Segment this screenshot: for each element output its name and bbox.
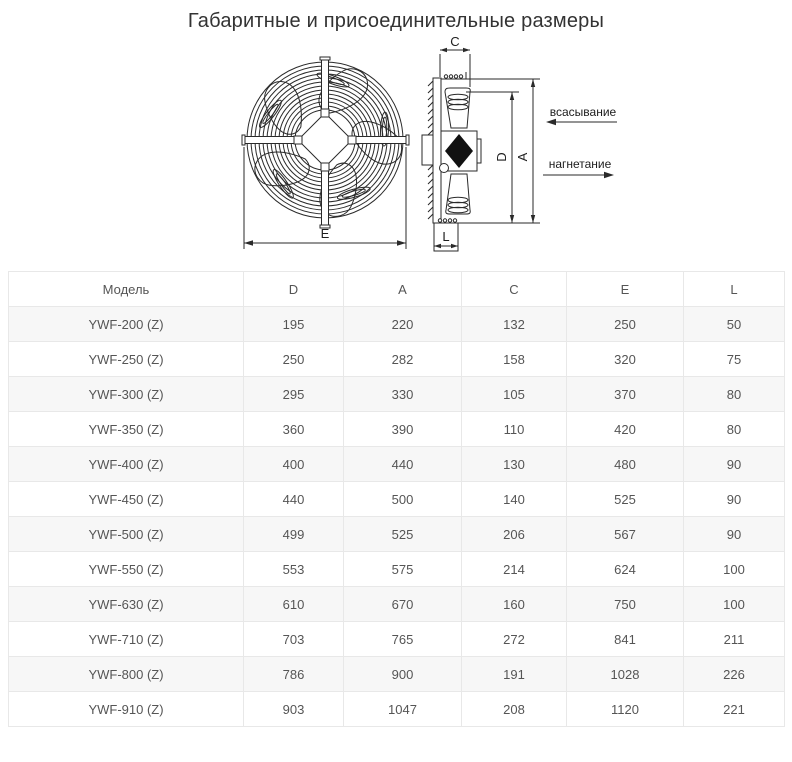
table-cell: 480 (567, 447, 684, 482)
table-cell: 400 (244, 447, 344, 482)
table-row (9, 342, 785, 377)
table-row (9, 517, 785, 552)
table-cell: 575 (344, 552, 462, 587)
table-cell: 624 (567, 552, 684, 587)
table-cell: 1047 (344, 692, 462, 727)
mounting-plate (433, 78, 441, 223)
table-cell: 272 (462, 622, 567, 657)
table-row (9, 482, 785, 517)
table-cell: 214 (462, 552, 567, 587)
hub-diamond (298, 113, 352, 167)
table-cell: 100 (684, 587, 785, 622)
table-cell: 90 (684, 447, 785, 482)
table-cell: 160 (462, 587, 567, 622)
table-cell: 903 (244, 692, 344, 727)
table-cell: 132 (462, 307, 567, 342)
table-cell: 1120 (567, 692, 684, 727)
table-cell: 440 (244, 482, 344, 517)
table-cell: 195 (244, 307, 344, 342)
table-row (9, 552, 785, 587)
table-cell: 750 (567, 587, 684, 622)
column-header-model: Модель (9, 272, 244, 307)
table-cell: YWF-200 (Z) (9, 307, 244, 342)
table-cell: 900 (344, 657, 462, 692)
table-cell: YWF-630 (Z) (9, 587, 244, 622)
table-cell: 370 (567, 377, 684, 412)
fan-front-view (242, 57, 409, 249)
fan-side-view (422, 35, 617, 251)
table-cell: 80 (684, 412, 785, 447)
table-row (9, 307, 785, 342)
table-row (9, 412, 785, 447)
table-cell: 90 (684, 482, 785, 517)
table-cell: 525 (567, 482, 684, 517)
table-cell: 80 (684, 377, 785, 412)
suction-arrow (546, 105, 617, 125)
table-cell: 670 (344, 587, 462, 622)
table-cell: YWF-400 (Z) (9, 447, 244, 482)
table-cell: 250 (567, 307, 684, 342)
table-cell: 765 (344, 622, 462, 657)
dimension-label-a: A (515, 152, 530, 162)
table-cell: 841 (567, 622, 684, 657)
table-cell: 786 (244, 657, 344, 692)
table-cell: 567 (567, 517, 684, 552)
table-cell: YWF-550 (Z) (9, 552, 244, 587)
table-cell: 1028 (567, 657, 684, 692)
motor (422, 131, 481, 173)
table-row (9, 657, 785, 692)
table-cell: 553 (244, 552, 344, 587)
table-cell: 420 (567, 412, 684, 447)
table-cell: YWF-710 (Z) (9, 622, 244, 657)
table-cell: 211 (684, 622, 785, 657)
table-cell: 499 (244, 517, 344, 552)
dimension-label-d: D (494, 152, 509, 162)
dimensions-table (8, 271, 785, 727)
table-header-row (9, 272, 785, 307)
blade-profile-top (445, 88, 470, 128)
table-cell: 282 (344, 342, 462, 377)
table-cell: 320 (567, 342, 684, 377)
table-cell: 110 (462, 412, 567, 447)
column-header-a: A (344, 272, 462, 307)
table-cell: 330 (344, 377, 462, 412)
fan-dimensions-drawing (0, 35, 792, 265)
table-row (9, 447, 785, 482)
table-row (9, 377, 785, 412)
table-cell: 208 (462, 692, 567, 727)
discharge-label: нагнетание (548, 157, 612, 171)
table-cell: 295 (244, 377, 344, 412)
dimension-label-l: L (442, 229, 450, 244)
table-cell: 90 (684, 517, 785, 552)
fan-drawing-svg (0, 35, 792, 265)
column-header-e: E (567, 272, 684, 307)
column-header-d: D (244, 272, 344, 307)
table-row (9, 587, 785, 622)
table-cell: 220 (344, 307, 462, 342)
blade-profile-bottom (446, 174, 471, 214)
table-cell: 50 (684, 307, 785, 342)
table-cell: 360 (244, 412, 344, 447)
table-cell: YWF-300 (Z) (9, 377, 244, 412)
discharge-arrow (543, 157, 614, 178)
table-cell: 130 (462, 447, 567, 482)
table-cell: YWF-350 (Z) (9, 412, 244, 447)
column-header-c: C (462, 272, 567, 307)
suction-label: всасывание (549, 105, 617, 119)
table-cell: YWF-450 (Z) (9, 482, 244, 517)
table-cell: 703 (244, 622, 344, 657)
table-cell: 525 (344, 517, 462, 552)
table-cell: 158 (462, 342, 567, 377)
table-cell: YWF-800 (Z) (9, 657, 244, 692)
table-row (9, 622, 785, 657)
table-cell: 610 (244, 587, 344, 622)
table-cell: 206 (462, 517, 567, 552)
table-cell: 221 (684, 692, 785, 727)
table-row (9, 692, 785, 727)
dimension-a (515, 79, 535, 223)
table-cell: 191 (462, 657, 567, 692)
table-cell: 226 (684, 657, 785, 692)
dimension-label-c: C (450, 35, 460, 49)
table-cell: YWF-910 (Z) (9, 692, 244, 727)
table-cell: YWF-500 (Z) (9, 517, 244, 552)
table-cell: 390 (344, 412, 462, 447)
column-header-l: L (684, 272, 785, 307)
page-title: Габаритные и присоединительные размеры (187, 10, 605, 32)
table-cell: 100 (684, 552, 785, 587)
dimension-label-e: E (320, 226, 330, 241)
table-cell: YWF-250 (Z) (9, 342, 244, 377)
table-cell: 140 (462, 482, 567, 517)
table-cell: 250 (244, 342, 344, 377)
table-cell: 440 (344, 447, 462, 482)
table-cell: 75 (684, 342, 785, 377)
table-cell: 500 (344, 482, 462, 517)
table-cell: 105 (462, 377, 567, 412)
